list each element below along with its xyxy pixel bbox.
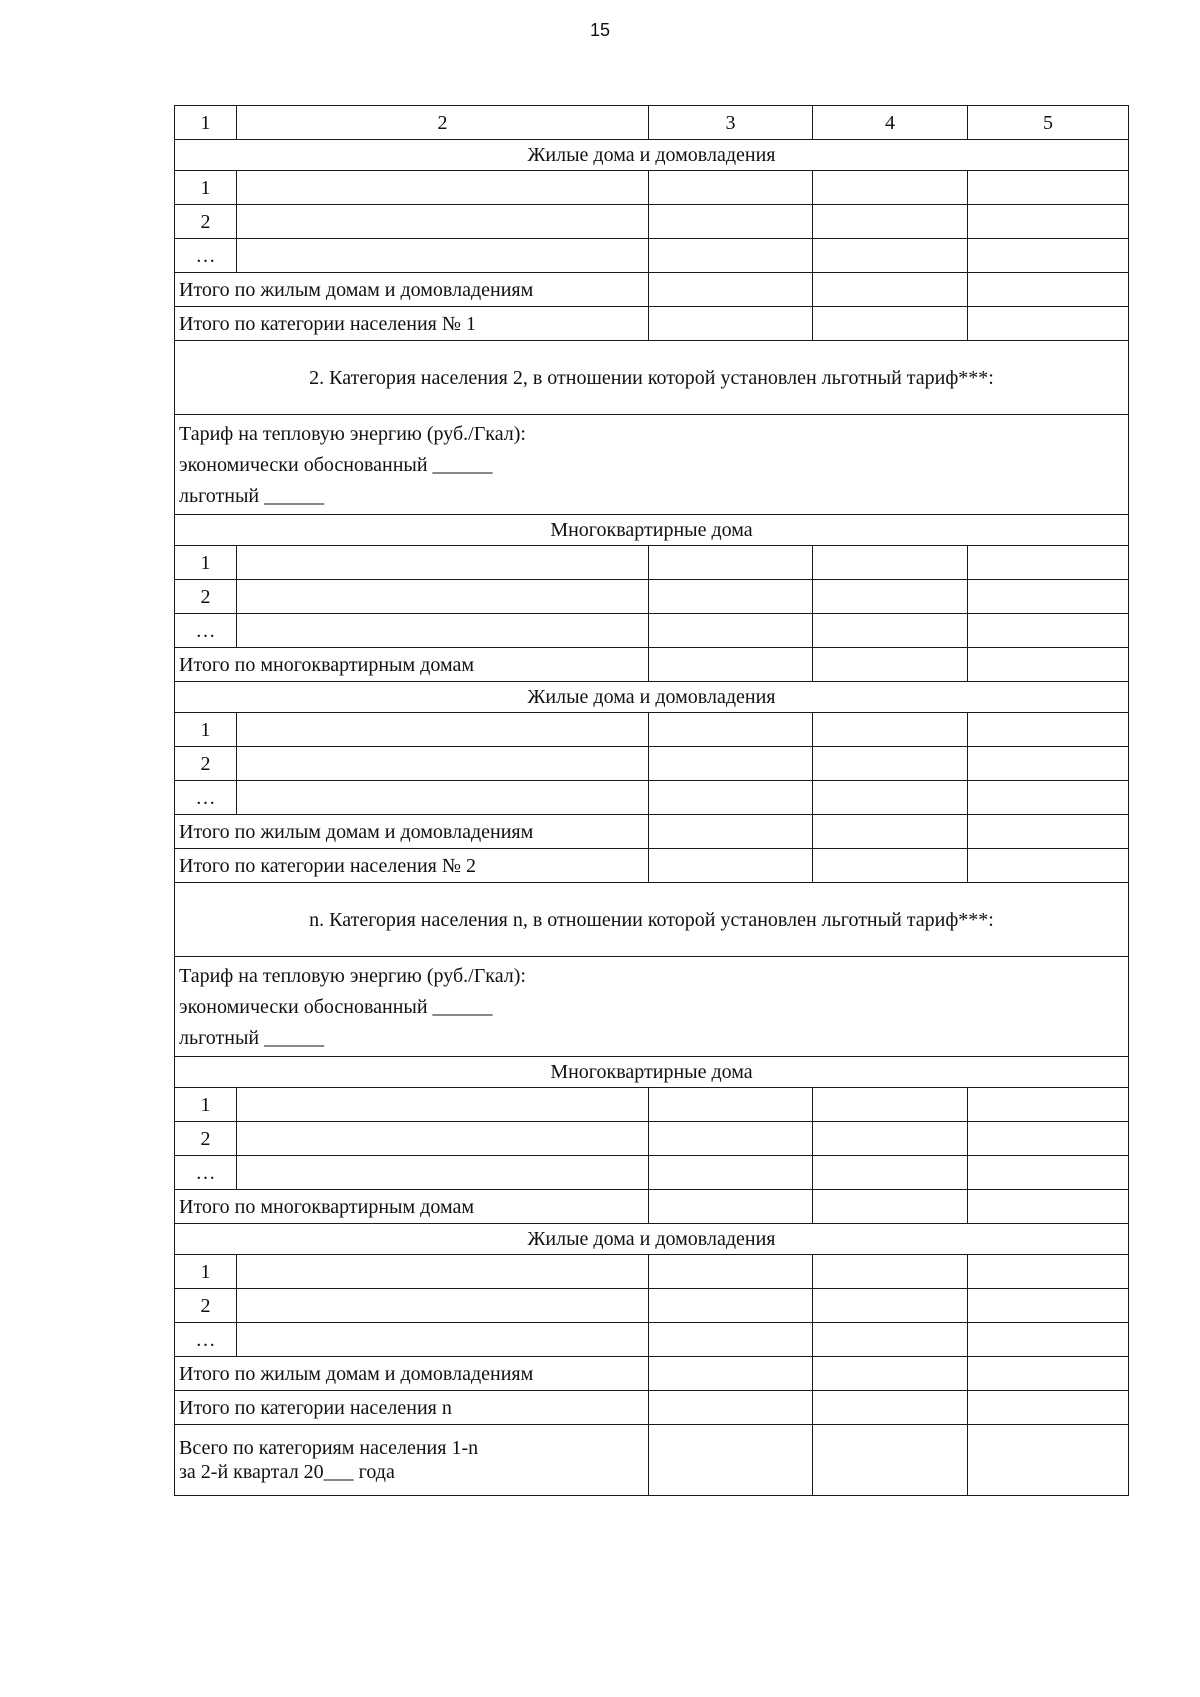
section-heading-apartments bbox=[175, 515, 1129, 546]
table-cell bbox=[813, 781, 968, 815]
row-number: 1 bbox=[175, 1255, 237, 1289]
grand-total-line-1: Всего по категориям населения 1-n bbox=[179, 1437, 479, 1459]
row-number: … bbox=[175, 1156, 237, 1190]
table-cell bbox=[237, 747, 649, 781]
table-cell bbox=[237, 1255, 649, 1289]
table-cell bbox=[968, 580, 1129, 614]
table-cell bbox=[813, 1190, 968, 1224]
table-cell bbox=[968, 1255, 1129, 1289]
table-cell bbox=[813, 1088, 968, 1122]
table-cell bbox=[237, 546, 649, 580]
table-cell bbox=[237, 614, 649, 648]
column-header-row bbox=[175, 106, 1129, 140]
table-row bbox=[175, 1122, 1129, 1156]
section-title: Жилые дома и домовладения bbox=[175, 682, 1129, 713]
table-cell bbox=[968, 781, 1129, 815]
tariff-preferential: льготный ______ bbox=[179, 1027, 325, 1049]
table-row bbox=[175, 205, 1129, 239]
table-cell bbox=[237, 1323, 649, 1357]
grand-total-line-2: за 2-й квартал 20___ года bbox=[179, 1461, 395, 1483]
row-number: 2 bbox=[175, 1122, 237, 1156]
table-cell bbox=[649, 307, 813, 341]
table-cell bbox=[968, 273, 1129, 307]
table-cell bbox=[649, 1323, 813, 1357]
total-label: Итого по многоквартирным домам bbox=[175, 1190, 649, 1224]
category-title: n. Категория населения n, в отношении которой установлен льготный тариф***: bbox=[175, 883, 1129, 957]
table-cell bbox=[968, 205, 1129, 239]
total-row-category-n bbox=[175, 1391, 1129, 1425]
table-row bbox=[175, 1088, 1129, 1122]
table-cell bbox=[813, 1357, 968, 1391]
table-cell bbox=[649, 580, 813, 614]
table-row bbox=[175, 239, 1129, 273]
row-number: 1 bbox=[175, 171, 237, 205]
table-cell bbox=[968, 1156, 1129, 1190]
table-cell bbox=[813, 1255, 968, 1289]
table-cell bbox=[968, 546, 1129, 580]
row-number: 2 bbox=[175, 1289, 237, 1323]
row-number: 2 bbox=[175, 747, 237, 781]
table-cell bbox=[813, 1122, 968, 1156]
table-cell bbox=[649, 1289, 813, 1323]
table-cell bbox=[237, 781, 649, 815]
total-label: Итого по категории населения № 1 bbox=[175, 307, 649, 341]
table-cell bbox=[649, 273, 813, 307]
category-heading-2 bbox=[175, 341, 1129, 415]
table-cell bbox=[237, 239, 649, 273]
table-cell bbox=[968, 1323, 1129, 1357]
table-cell bbox=[237, 580, 649, 614]
table-cell bbox=[649, 546, 813, 580]
tariff-cell bbox=[175, 957, 1129, 1057]
section-heading-houses bbox=[175, 1224, 1129, 1255]
table-cell bbox=[649, 747, 813, 781]
table-row bbox=[175, 580, 1129, 614]
page-number: 15 bbox=[589, 20, 611, 40]
table-cell bbox=[813, 815, 968, 849]
table-cell bbox=[237, 1156, 649, 1190]
tariff-economic: экономически обоснованный ______ bbox=[179, 996, 493, 1018]
table-cell bbox=[968, 171, 1129, 205]
table-row bbox=[175, 1255, 1129, 1289]
table-cell bbox=[813, 1425, 968, 1496]
section-title: Многоквартирные дома bbox=[175, 1057, 1129, 1088]
column-header-2: 2 bbox=[237, 106, 649, 140]
table-cell bbox=[649, 648, 813, 682]
section-title: Жилые дома и домовладения bbox=[175, 140, 1129, 171]
table-cell bbox=[968, 1289, 1129, 1323]
table-cell bbox=[649, 205, 813, 239]
row-number: … bbox=[175, 1323, 237, 1357]
table-cell bbox=[813, 171, 968, 205]
table-cell bbox=[968, 1088, 1129, 1122]
column-header-1: 1 bbox=[175, 106, 237, 140]
total-row-category-1 bbox=[175, 307, 1129, 341]
section-heading-apartments bbox=[175, 1057, 1129, 1088]
total-label: Итого по жилым домам и домовладениям bbox=[175, 273, 649, 307]
table-cell bbox=[813, 546, 968, 580]
tariff-block-n bbox=[175, 957, 1129, 1057]
table-cell bbox=[649, 781, 813, 815]
table-cell bbox=[649, 1255, 813, 1289]
row-number: … bbox=[175, 614, 237, 648]
row-number: 1 bbox=[175, 546, 237, 580]
total-label: Итого по многоквартирным домам bbox=[175, 648, 649, 682]
table-cell bbox=[968, 1357, 1129, 1391]
column-header-3: 3 bbox=[649, 106, 813, 140]
table-cell bbox=[813, 580, 968, 614]
table-cell bbox=[813, 307, 968, 341]
table-cell bbox=[649, 849, 813, 883]
row-number: … bbox=[175, 781, 237, 815]
tariff-preferential: льготный ______ bbox=[179, 485, 325, 507]
table-cell bbox=[813, 849, 968, 883]
total-row-apartments bbox=[175, 648, 1129, 682]
table-cell bbox=[649, 713, 813, 747]
table-cell bbox=[649, 171, 813, 205]
total-label: Итого по жилым домам и домовладениям bbox=[175, 815, 649, 849]
total-row-houses bbox=[175, 815, 1129, 849]
table-cell bbox=[649, 1122, 813, 1156]
table-cell bbox=[968, 1190, 1129, 1224]
row-number: 1 bbox=[175, 1088, 237, 1122]
row-number: 1 bbox=[175, 713, 237, 747]
total-label: Итого по жилым домам и домовладениям bbox=[175, 1357, 649, 1391]
table-cell bbox=[813, 1391, 968, 1425]
column-header-5: 5 bbox=[968, 106, 1129, 140]
row-number: 2 bbox=[175, 580, 237, 614]
total-label: Итого по категории населения № 2 bbox=[175, 849, 649, 883]
table-cell bbox=[649, 1088, 813, 1122]
total-row-houses bbox=[175, 1357, 1129, 1391]
total-row-apartments bbox=[175, 1190, 1129, 1224]
table-cell bbox=[237, 1122, 649, 1156]
tariff-title: Тариф на тепловую энергию (руб./Гкал): bbox=[179, 423, 526, 445]
total-label: Итого по категории населения n bbox=[175, 1391, 649, 1425]
table-cell bbox=[237, 171, 649, 205]
table-cell bbox=[968, 307, 1129, 341]
table-cell bbox=[813, 747, 968, 781]
table-cell bbox=[649, 614, 813, 648]
grand-total-label bbox=[175, 1425, 649, 1496]
table-cell bbox=[813, 713, 968, 747]
table-row bbox=[175, 1156, 1129, 1190]
table-cell bbox=[649, 1156, 813, 1190]
category-heading-n bbox=[175, 883, 1129, 957]
table-row bbox=[175, 713, 1129, 747]
table-row bbox=[175, 747, 1129, 781]
tariff-cell bbox=[175, 415, 1129, 515]
table-cell bbox=[649, 815, 813, 849]
form-table bbox=[174, 105, 1129, 1496]
table-cell bbox=[968, 648, 1129, 682]
table-cell bbox=[649, 239, 813, 273]
section-title: Жилые дома и домовладения bbox=[175, 1224, 1129, 1255]
section-title: Многоквартирные дома bbox=[175, 515, 1129, 546]
table-cell bbox=[968, 713, 1129, 747]
table-row bbox=[175, 1323, 1129, 1357]
category-title: 2. Категория населения 2, в отношении которой установлен льготный тариф***: bbox=[175, 341, 1129, 415]
table-cell bbox=[813, 648, 968, 682]
table-cell bbox=[968, 239, 1129, 273]
table-row bbox=[175, 171, 1129, 205]
row-number: 2 bbox=[175, 205, 237, 239]
grand-total-row bbox=[175, 1425, 1129, 1496]
table-cell bbox=[237, 205, 649, 239]
total-row-category-2 bbox=[175, 849, 1129, 883]
table-cell bbox=[237, 1088, 649, 1122]
tariff-title: Тариф на тепловую энергию (руб./Гкал): bbox=[179, 965, 526, 987]
table-cell bbox=[813, 1289, 968, 1323]
table-cell bbox=[813, 239, 968, 273]
row-number: … bbox=[175, 239, 237, 273]
column-header-4: 4 bbox=[813, 106, 968, 140]
table-cell bbox=[237, 713, 649, 747]
tariff-economic: экономически обоснованный ______ bbox=[179, 454, 493, 476]
tariff-block-2 bbox=[175, 415, 1129, 515]
section-heading-houses bbox=[175, 140, 1129, 171]
table-cell bbox=[649, 1357, 813, 1391]
table-cell bbox=[813, 1323, 968, 1357]
table-row bbox=[175, 781, 1129, 815]
table-cell bbox=[968, 1391, 1129, 1425]
table-row bbox=[175, 1289, 1129, 1323]
table-cell bbox=[968, 1122, 1129, 1156]
table-cell bbox=[813, 1156, 968, 1190]
table-cell bbox=[968, 1425, 1129, 1496]
table-cell bbox=[813, 614, 968, 648]
table-row bbox=[175, 614, 1129, 648]
total-row-houses bbox=[175, 273, 1129, 307]
table-cell bbox=[968, 747, 1129, 781]
table-cell bbox=[813, 205, 968, 239]
table-cell bbox=[649, 1190, 813, 1224]
table-cell bbox=[968, 849, 1129, 883]
section-heading-houses bbox=[175, 682, 1129, 713]
table-cell bbox=[813, 273, 968, 307]
table-cell bbox=[649, 1391, 813, 1425]
table-row bbox=[175, 546, 1129, 580]
table-cell bbox=[237, 1289, 649, 1323]
table-cell bbox=[968, 815, 1129, 849]
table-cell bbox=[968, 614, 1129, 648]
table-cell bbox=[649, 1425, 813, 1496]
